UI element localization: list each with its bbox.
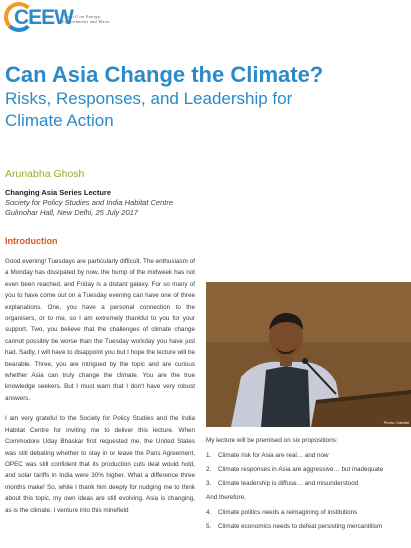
page-title: Can Asia Change the Climate? [5,62,324,87]
speaker-photo [206,282,411,427]
propositions-column [206,436,411,536]
proposition-text: Climate economics needs to defeat persisting mercantilism [218,523,383,530]
proposition-number: 5. [206,523,212,530]
event-series: Changing Asia Series Lecture [5,188,112,197]
proposition-item [206,479,411,488]
paragraph-1: Good evening! Tuesdays are particularly difficult. The enthusiasm of a Monday has dissipated by now, the hump of the midweek has not even been reached, and Friday is a distant galaxy. For so many of you to have come out on a Tuesday evening can have one of three explanations. One, you have a personal connection to the organisers, or to me, so I am extremely thankful to you for your support. Two, you believe that the challenges of climate change cannot possibly be worse than the Tuesday workday you have just had. Sadly, I will have to disappoint you but I hope the lecture will be bearable. Three, you are intrigued by the topic and are curious whether Asia can truly change the climate. You are the true knowledge seekers. But I must warn that I don't have very robust answers. [5,258,195,402]
page-subtitle: Risks, Responses, and Leadership for Climate Action [5,89,293,130]
proposition-text: Climate responses in Asia are aggressive… but inadequate [218,466,384,473]
proposition-number: 4. [206,509,212,516]
proposition-number: 2. [206,466,212,473]
proposition-item [206,522,411,531]
venue-line-1: Society for Policy Studies and India Habitat Centre [5,198,174,207]
logo-wordmark: CEEW [14,6,73,29]
proposition-text: Climate politics needs a reimagining of institutions [218,509,358,516]
proposition-number: 1. [206,452,212,459]
and-therefore: And therefore, [206,494,246,501]
ceew-logo [4,2,122,36]
proposition-item [206,451,411,460]
proposition-text: Climate leadership is diffuse… and misunderstood [218,480,359,487]
proposition-text: Climate risk for Asia are real… and now [218,452,329,459]
event-venue [5,198,173,218]
venue-line-2: Gulmohar Hall, New Delhi, 25 July 2017 [5,208,138,217]
proposition-item [206,465,411,474]
logo-mark [4,2,73,36]
propositions-intro: My lecture will be premised on six propositions: [206,437,338,444]
speaker-illustration [206,282,411,427]
proposition-item [206,508,411,517]
logo-tagline: Council on Energy, Environment and Water [62,14,111,24]
body-text-left-column [5,256,195,525]
section-heading-introduction: Introduction [5,236,58,246]
photo-credit: Photo: Habitat [383,420,409,425]
paragraph-2: I am very grateful to the Society for Policy Studies and the India Habitat Centre for inviting me to deliver this lecture. When Commodore Uday Bhaskar first requested me, the United States was still debating whether to stay in or leave the Paris Agreement, OPEC was still confident that its production cuts deal would hold, and solar tariffs in India were 30% higher. What a difference three months make! So, while I thank him deeply for nudging me to think about this topic, my own ideas are still evolving. Asia is changing, as is the climate. I venture into this minefield [5,415,195,514]
author-name: Arunabha Ghosh [5,168,85,180]
proposition-number: 3. [206,480,212,487]
